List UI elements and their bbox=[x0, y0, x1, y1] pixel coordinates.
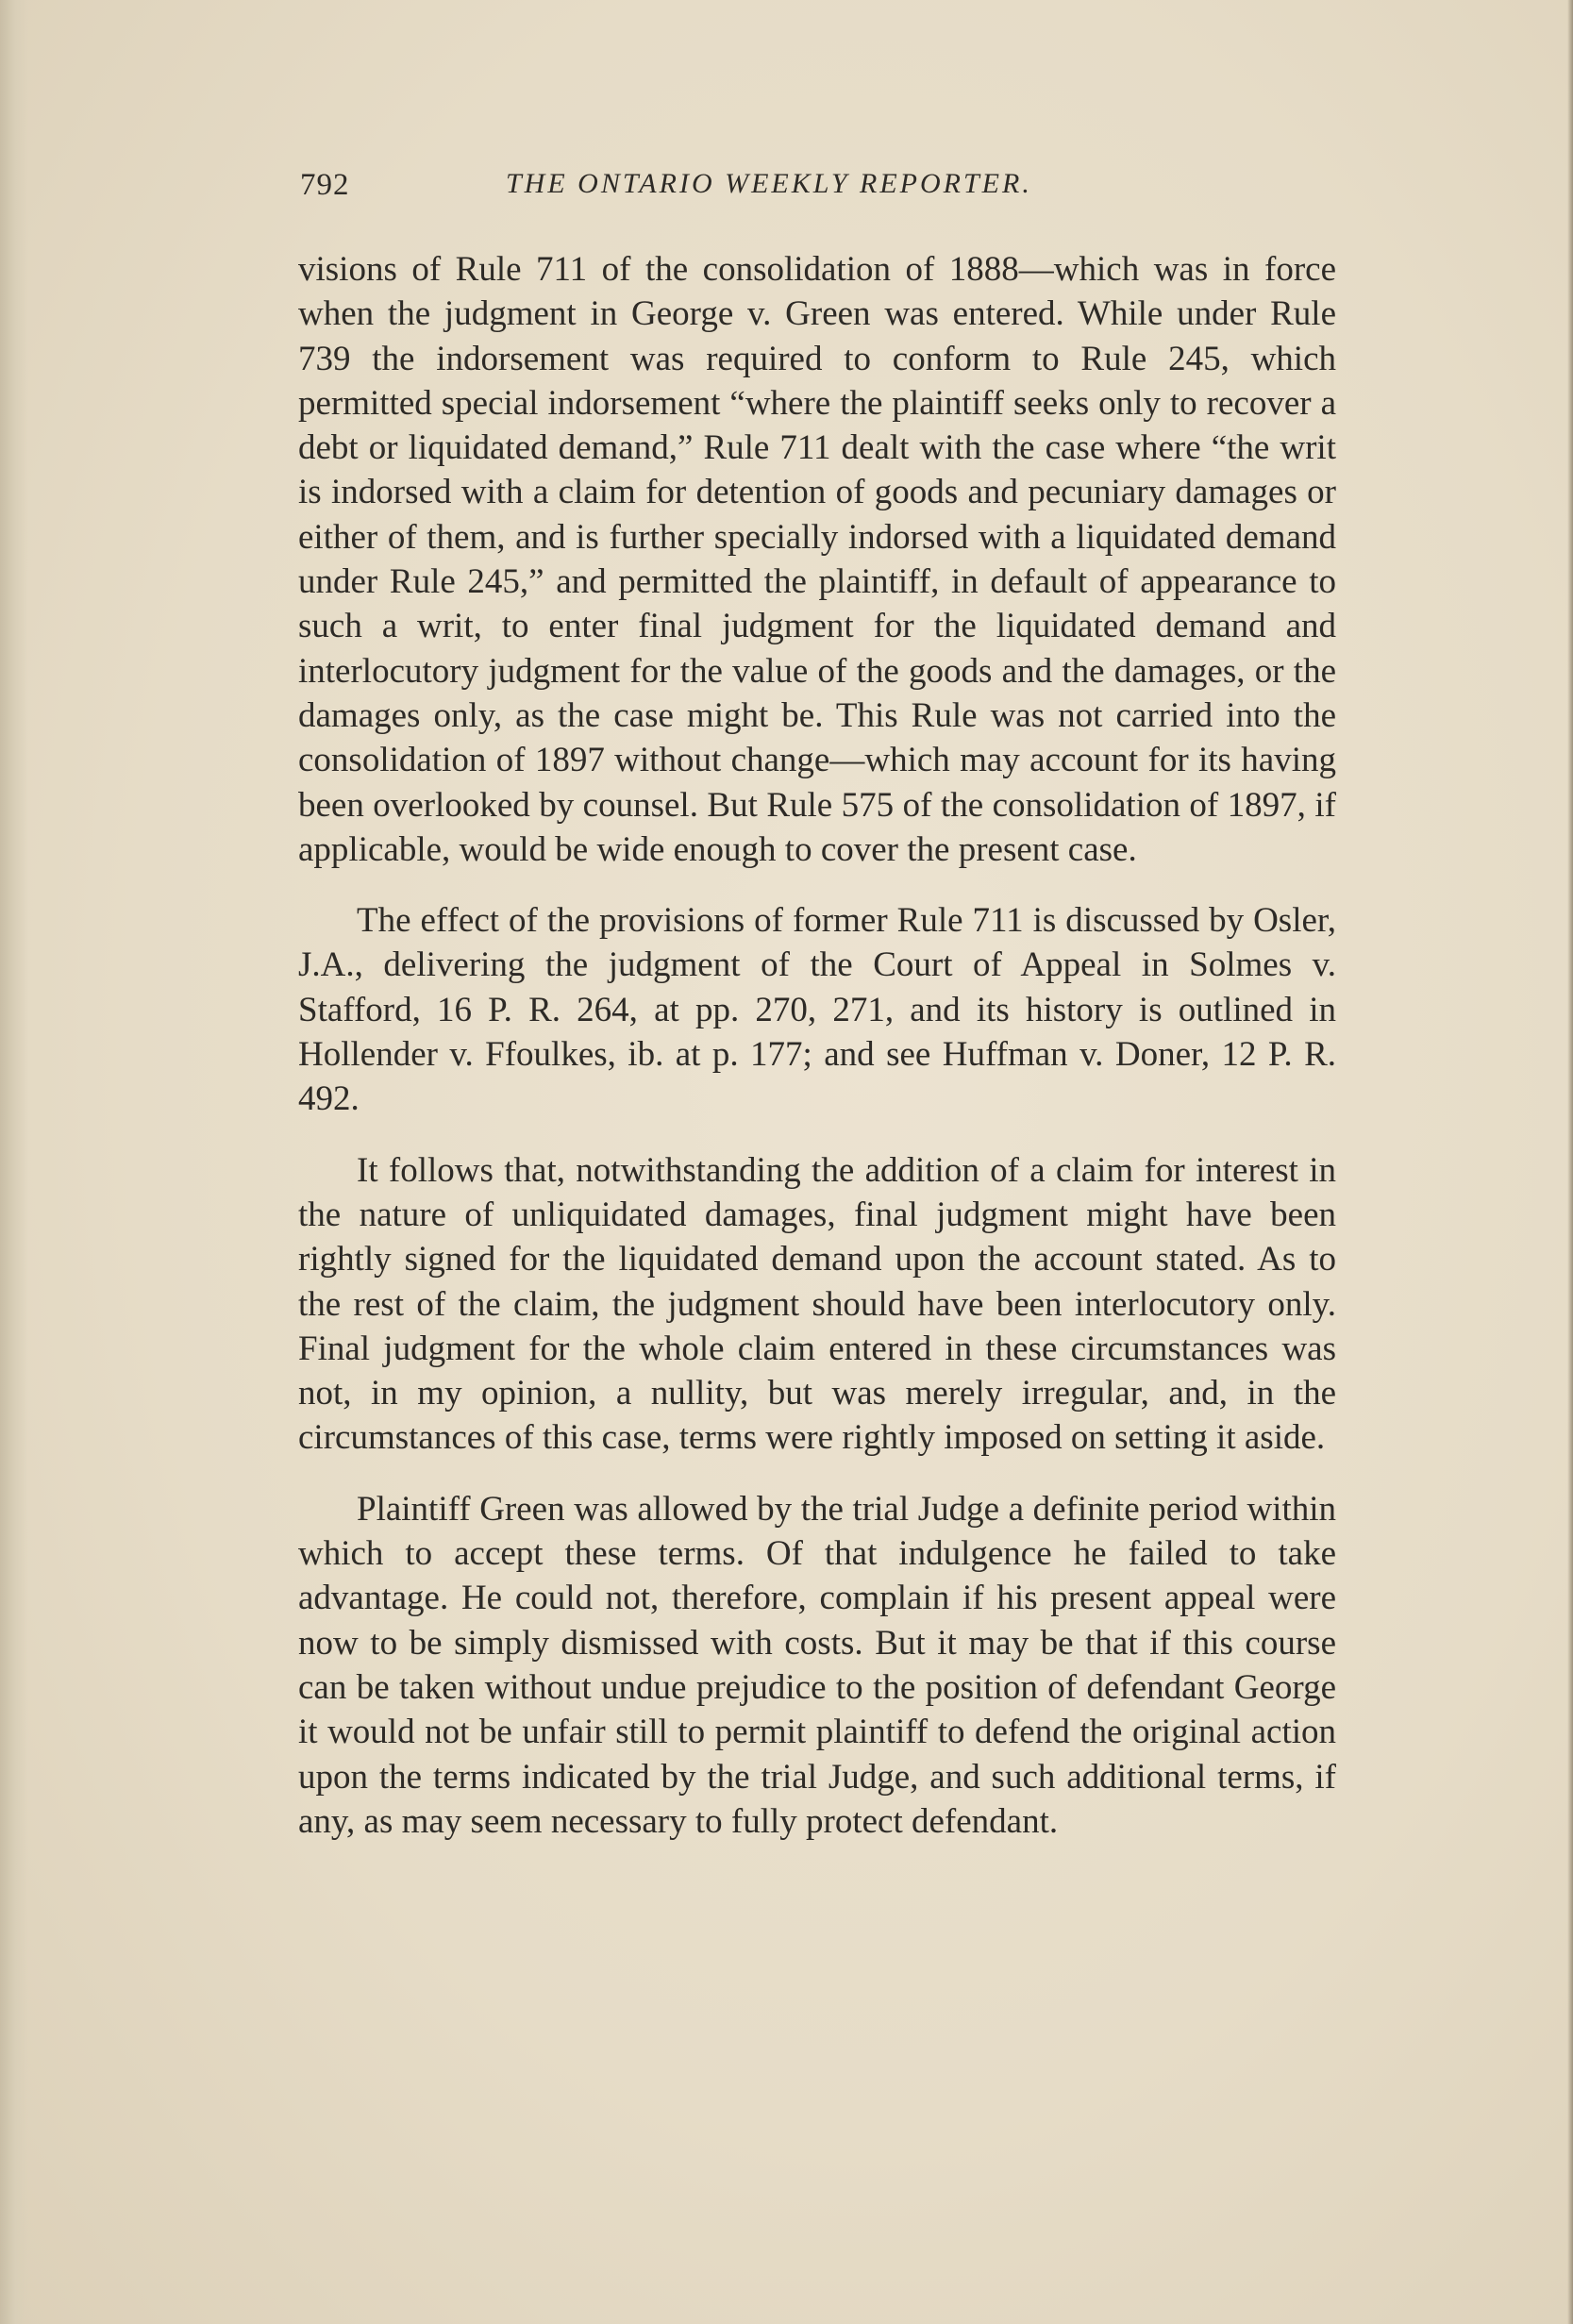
paragraph-judgment-irregular: It follows that, notwithstanding the addition of a claim for interest in the nature of unliquidated damages, final judgment might have been rightly signed for the liquidated demand upon the account stated. As to the rest of the claim, the judgment should have been interlocutory only. Final judgment for the whole claim entered in these circumstances was not, in my opinion, a nullity, but was merely irregular, and, in the circumstances of this case, terms were rightly imposed on setting it aside. bbox=[298, 1150, 1336, 1458]
page-header bbox=[300, 168, 1338, 215]
body-text bbox=[298, 247, 1336, 1844]
running-head: THE ONTARIO WEEKLY REPORTER. bbox=[506, 168, 1032, 199]
paragraph-plaintiff-green: Plaintiff Green was allowed by the trial Judge a definite period within which to accept these terms. Of that indulgence he failed to take advantage. He could not, therefore, complain if his present appeal were now to be simply dismissed with costs. But it may be that if this course can be taken without undue prejudice to the position of defendant George it would not be unfair still to permit plaintiff to defend the original action upon the terms indicated by the trial Judge, and such additional terms, if any, as may seem necessary to fully protect defendant. bbox=[298, 1489, 1336, 1841]
binding-gutter-shadow bbox=[0, 0, 28, 2324]
page-edge bbox=[1567, 0, 1573, 2324]
page-number: 792 bbox=[300, 168, 350, 202]
paragraph-continuation: visions of Rule 711 of the consolidation of 1888—which was in force when the judgment in George v. Green was entered. While under Rule 739 the indorsement was required to conform to Rule 245, which permitted special indorsement “where the plaintiff seeks only to recover a debt or liquidated demand,” Rule 711 dealt with the case where “the writ is indorsed with a claim for detention of goods and pecuniary damages or either of them, and is further specially indorsed with a liquidated demand under Rule 245,” and permitted the plaintiff, in default of appearance to such a writ, to enter final judgment for the liquidated demand and interlocutory judgment for the value of the goods and the damages, or the damages only, as the case might be. This Rule was not carried into the consolidation of 1897 without change—which may account for its having been overlooked by counsel. But Rule 575 of the consolidation of 1897, if applicable, would be wide enough to cover the present case. bbox=[298, 250, 1336, 869]
paragraph-rule-711-discussion: The effect of the provisions of former Rule 711 is discussed by Osler, J.A., delivering the judgment of the Court of Appeal in Solmes v. Stafford, 16 P. R. 264, at pp. 270, 271, and its history is outlined in Hollender v. Ffoulkes, ib. at p. 177; and see Huffman v. Doner, 12 P. R. 492. bbox=[298, 901, 1336, 1119]
